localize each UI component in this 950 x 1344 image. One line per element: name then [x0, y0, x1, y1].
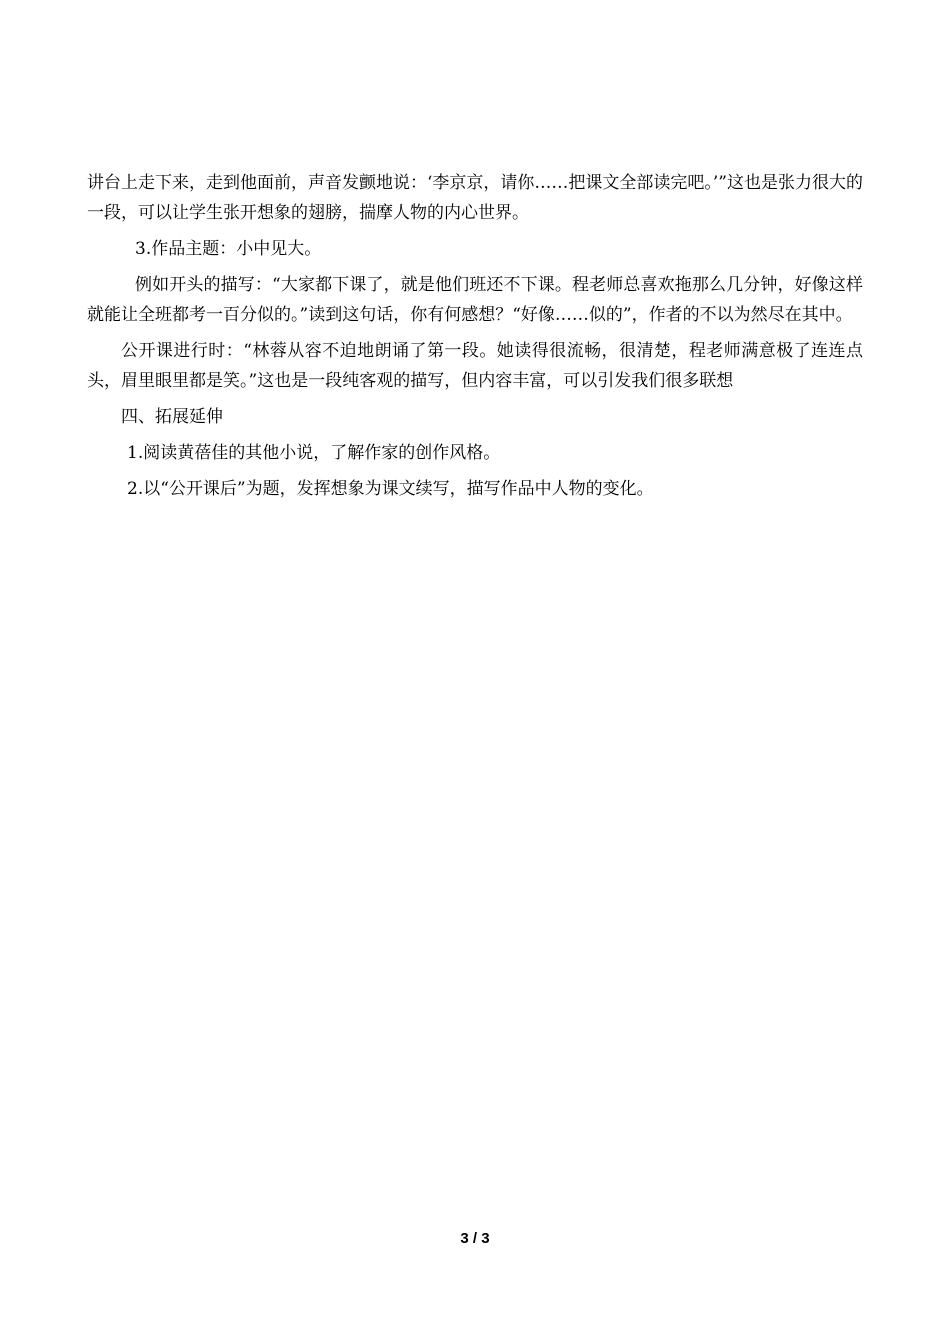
document-body	[87, 168, 863, 510]
paragraph-opening-example: 例如开头的描写：“大家都下课了，就是他们班还不下课。程老师总喜欢拖那么几分钟，好像这样就能让全班都考一百分似的。”读到这句话，你有何感想？“好像……似的”，作者的不以为然尽在其中。	[87, 275, 863, 325]
paragraph-theme: 3.作品主题：小中见大。	[135, 239, 322, 259]
list-item-2: 2.以“公开课后”为题，发挥想象为课文续写，描写作品中人物的变化。	[127, 479, 654, 499]
section-heading-extension: 四、拓展延伸	[121, 407, 223, 427]
page-number: 3 / 3	[460, 1230, 490, 1247]
list-item-1: 1.阅读黄蓓佳的其他小说，了解作家的创作风格。	[127, 443, 501, 463]
paragraph-open-class: 公开课进行时：“林蓉从容不迫地朗诵了第一段。她读得很流畅，很清楚，程老师满意极了连连点头，眉里眼里都是笑。”这也是一段纯客观的描写，但内容丰富，可以引发我们很多联想	[87, 341, 863, 391]
paragraph-continuation: 讲台上走下来，走到他面前，声音发颤地说：‘李京京，请你……把课文全部读完吧。’”这也是张力很大的一段，可以让学生张开想象的翅膀，揣摩人物的内心世界。	[87, 173, 863, 223]
